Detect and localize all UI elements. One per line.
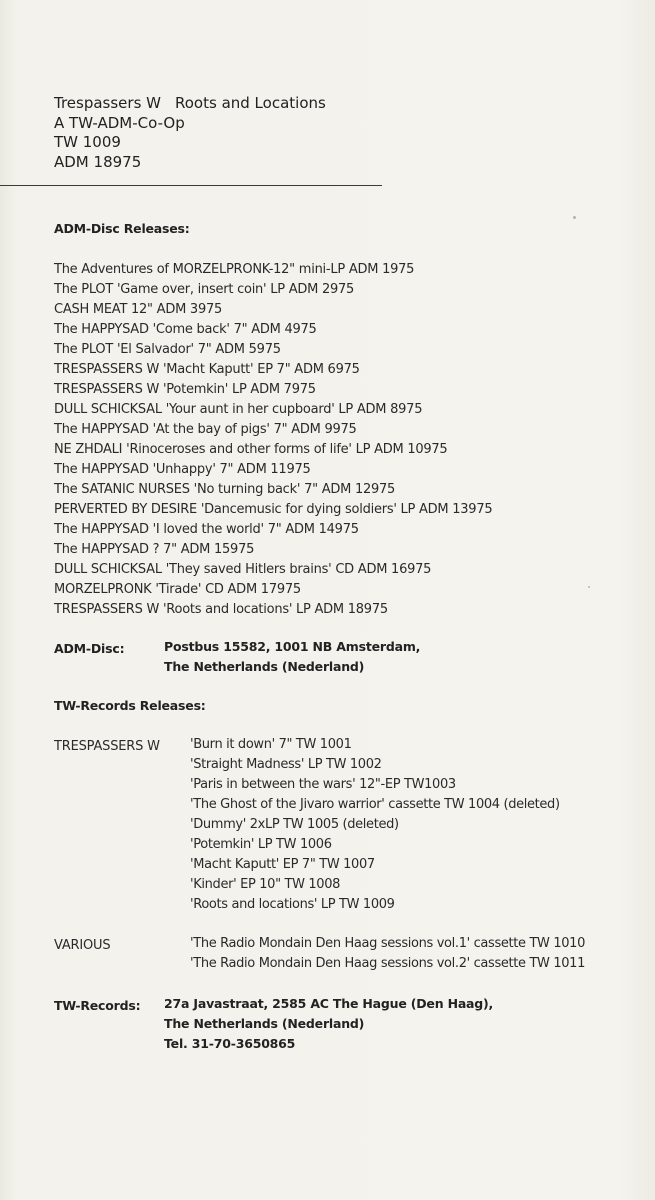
adm-release-item: NE ZHDALI 'Rinoceroses and other forms of life' LP ADM 10975 — [54, 442, 448, 457]
header-coop: A TW-ADM-Co-Op — [54, 113, 185, 132]
tw-release-item: 'The Radio Mondain Den Haag sessions vol.1' cassette TW 1010 — [190, 936, 586, 951]
tw-artist-trespassers: TRESPASSERS W — [54, 739, 160, 754]
tw-address-phone: Tel. 31-70-3650865 — [164, 1036, 296, 1051]
adm-address-line1: Postbus 15582, 1001 NB Amsterdam, — [164, 639, 421, 654]
adm-release-item: The PLOT 'El Salvador' 7" ADM 5975 — [54, 342, 281, 357]
adm-release-item: The SATANIC NURSES 'No turning back' 7" ADM 12975 — [54, 482, 396, 497]
tw-release-item: 'Roots and locations' LP TW 1009 — [190, 897, 395, 912]
adm-address-label: ADM-Disc: — [54, 641, 125, 656]
adm-release-item: DULL SCHICKSAL 'Your aunt in her cupboard' LP ADM 8975 — [54, 402, 423, 417]
adm-release-item: The HAPPYSAD ? 7" ADM 15975 — [54, 542, 255, 557]
tw-trespassers-release-list — [190, 735, 560, 915]
tw-release-item: 'Potemkin' LP TW 1006 — [190, 837, 332, 852]
adm-release-item: TRESPASSERS W 'Roots and locations' LP ADM 18975 — [54, 602, 388, 617]
tw-artist-various: VARIOUS — [54, 938, 111, 953]
tw-release-item: 'Kinder' EP 10" TW 1008 — [190, 877, 341, 892]
adm-release-item: TRESPASSERS W 'Potemkin' LP ADM 7975 — [54, 382, 316, 397]
header-artist: Trespassers W — [54, 94, 161, 112]
tw-address — [164, 994, 493, 1054]
adm-releases-heading: ADM-Disc Releases: — [54, 221, 190, 236]
adm-release-item: The PLOT 'Game over, insert coin' LP ADM 2975 — [54, 282, 355, 297]
tw-address-line1: 27a Javastraat, 2585 AC The Hague (Den Haag), — [164, 996, 494, 1011]
adm-release-item: TRESPASSERS W 'Macht Kaputt' EP 7" ADM 6975 — [54, 362, 360, 377]
paper-speck — [588, 586, 590, 588]
header-album-title: Roots and Locations — [175, 94, 326, 112]
adm-release-item: CASH MEAT 12" ADM 3975 — [54, 302, 223, 317]
tw-release-item: 'Dummy' 2xLP TW 1005 (deleted) — [190, 817, 399, 832]
tw-release-item: 'Macht Kaputt' EP 7" TW 1007 — [190, 857, 375, 872]
adm-release-list — [54, 260, 492, 620]
tw-address-line2: The Netherlands (Nederland) — [164, 1016, 365, 1031]
adm-release-item: The HAPPYSAD 'I loved the world' 7" ADM 14975 — [54, 522, 359, 537]
header-block — [54, 94, 326, 172]
adm-release-item: The HAPPYSAD 'Come back' 7" ADM 4975 — [54, 322, 317, 337]
adm-release-item: The HAPPYSAD 'Unhappy' 7" ADM 11975 — [54, 462, 311, 477]
header-divider — [0, 185, 382, 186]
tw-release-item: 'Straight Madness' LP TW 1002 — [190, 757, 382, 772]
header-title-line — [54, 94, 326, 114]
tw-release-item: 'The Radio Mondain Den Haag sessions vol.2' cassette TW 1011 — [190, 956, 586, 971]
adm-release-item: DULL SCHICKSAL 'They saved Hitlers brains' CD ADM 16975 — [54, 562, 432, 577]
tw-address-label: TW-Records: — [54, 998, 141, 1013]
adm-address — [164, 637, 420, 677]
tw-release-item: 'The Ghost of the Jivaro warrior' cassette TW 1004 (deleted) — [190, 797, 560, 812]
adm-address-line2: The Netherlands (Nederland) — [164, 659, 365, 674]
tw-release-item: 'Paris in between the wars' 12"-EP TW1003 — [190, 777, 456, 792]
adm-release-item: The Adventures of MORZELPRONK-12" mini-LP ADM 1975 — [54, 262, 415, 277]
adm-release-item: The HAPPYSAD 'At the bay of pigs' 7" ADM 9975 — [54, 422, 357, 437]
tw-various-release-list — [190, 934, 585, 974]
paper-speck — [573, 216, 576, 219]
adm-release-item: MORZELPRONK 'Tirade' CD ADM 17975 — [54, 582, 301, 597]
tw-releases-heading: TW-Records Releases: — [54, 698, 206, 713]
adm-release-item: PERVERTED BY DESIRE 'Dancemusic for dying soldiers' LP ADM 13975 — [54, 502, 493, 517]
tw-release-item: 'Burn it down' 7" TW 1001 — [190, 737, 352, 752]
header-catalog-adm: ADM 18975 — [54, 152, 142, 171]
header-catalog-tw: TW 1009 — [54, 133, 121, 151]
